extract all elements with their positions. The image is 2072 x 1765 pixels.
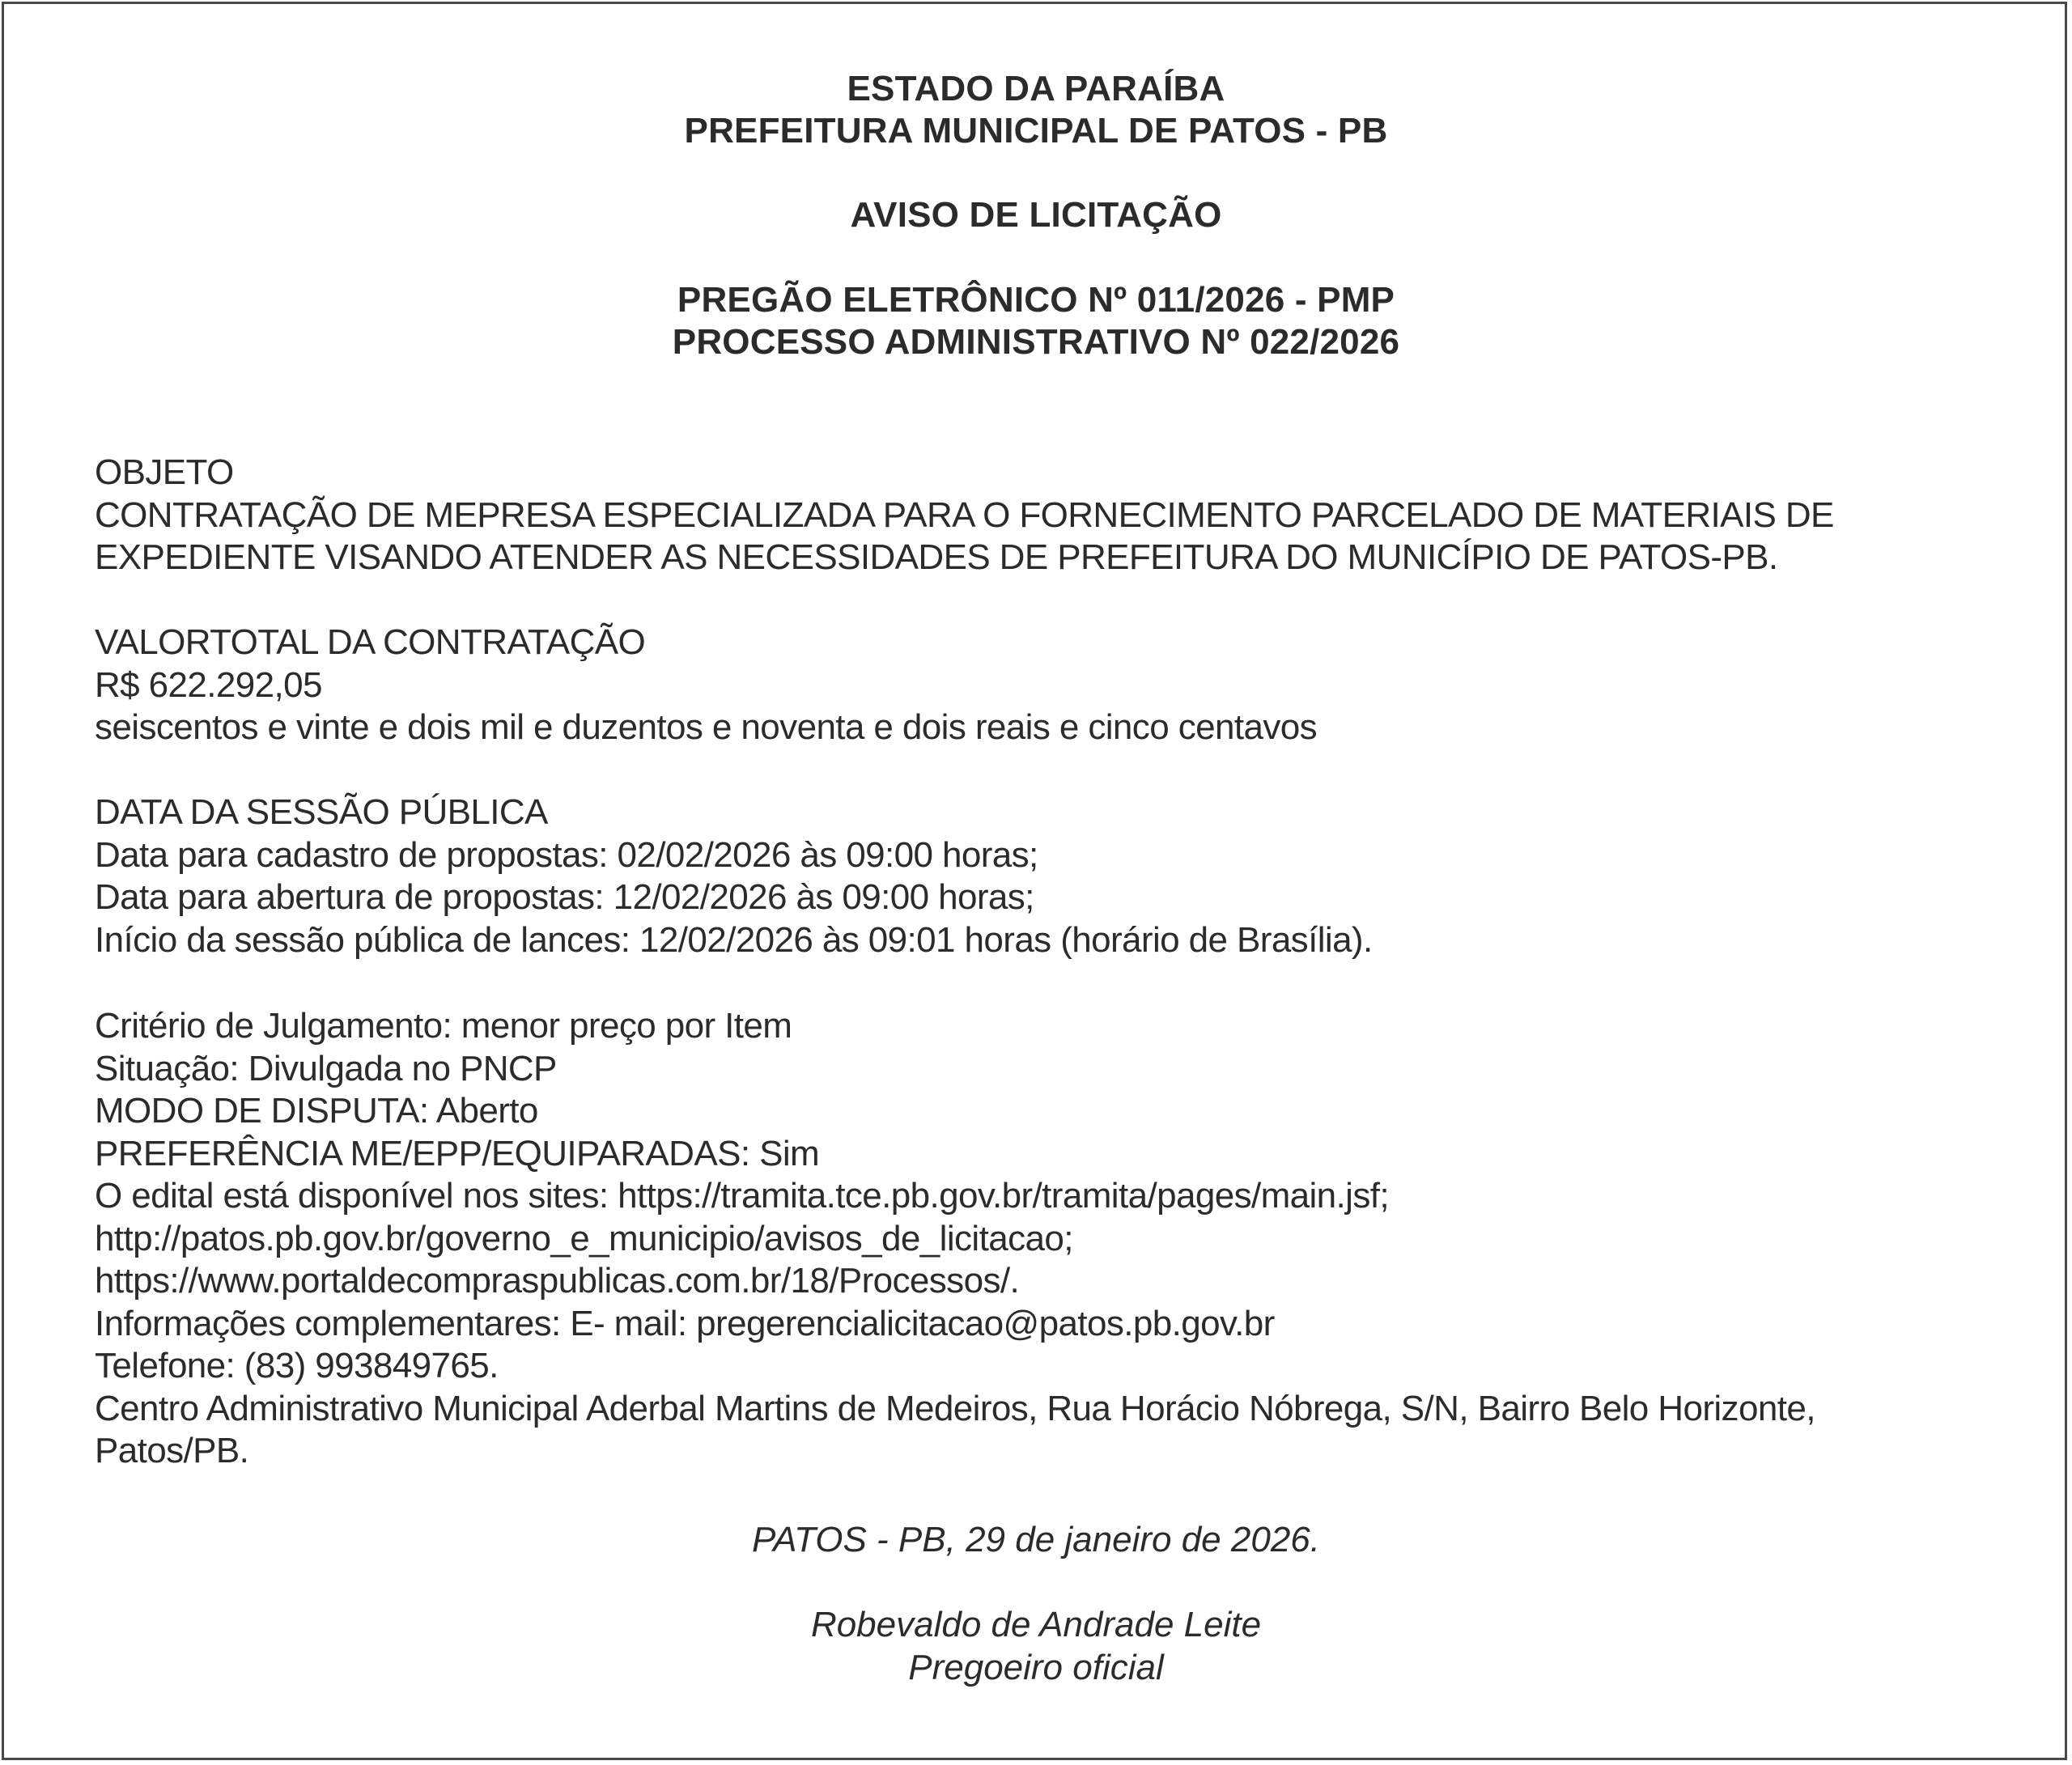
pregao-number: PREGÃO ELETRÔNICO Nº 011/2026 - PMP — [677, 280, 1395, 320]
valor-section — [95, 622, 1989, 749]
signature-block — [0, 1603, 2072, 1689]
site-portal-compras: https://www.portaldecompraspublicas.com.br/18/Processos/. — [95, 1261, 1020, 1300]
objeto-line-2: EXPEDIENTE VISANDO ATENDER AS NECESSIDADES DE PREFEITURA DO MUNICÍPIO DE PATOS-PB. — [95, 537, 1778, 577]
endereco-line-1: Centro Administrativo Municipal Aderbal Martins de Medeiros, Rua Horácio Nóbrega, S/N, Bairro Belo Horizonte, — [95, 1388, 1815, 1428]
valor-label: VALORTOTAL DA CONTRATAÇÃO — [95, 622, 646, 662]
objeto-line-1: CONTRATAÇÃO DE MEPRESA ESPECIALIZADA PARA O FORNECIMENTO PARCELADO DE MATERIAIS DE — [95, 494, 1834, 535]
processo-number: PROCESSO ADMINISTRATIVO Nº 022/2026 — [672, 322, 1400, 362]
document-header — [0, 68, 2072, 152]
municipality-name: PREFEITURA MUNICIPAL DE PATOS - PB — [684, 111, 1388, 151]
valor-amount: R$ 622.292,05 — [95, 664, 322, 705]
telefone: Telefone: (83) 993849765. — [95, 1346, 499, 1385]
criterio-julgamento: Critério de Julgamento: menor preço por Item — [95, 1006, 792, 1046]
sessao-section — [95, 791, 1989, 961]
modo-disputa: MODO DE DISPUTA: Aberto — [95, 1091, 538, 1131]
signer-role: Pregoeiro oficial — [908, 1648, 1164, 1687]
notice-title-block — [0, 194, 2072, 236]
endereco-line-2: Patos/PB. — [95, 1431, 249, 1470]
edital-sites: O edital está disponível nos sites: https://tramita.tce.pb.gov.br/tramita/pages/main.jsf; — [95, 1176, 1390, 1216]
valor-words: seiscentos e vinte e dois mil e duzentos e noventa e dois reais e cinco centavos — [95, 707, 1318, 747]
sessao-cadastro: Data para cadastro de propostas: 02/02/2026 às 09:00 horas; — [95, 834, 1038, 875]
signer-name: Robevaldo de Andrade Leite — [810, 1605, 1262, 1644]
site-patos: http://patos.pb.gov.br/governo_e_municipio/avisos_de_licitacao; — [95, 1218, 1073, 1258]
sessao-inicio: Início da sessão pública de lances: 12/02/2026 às 09:01 horas (horário de Brasília). — [95, 919, 1373, 960]
details-section — [95, 1005, 1989, 1473]
informacoes-email: Informações complementares: E- mail: pregerencialicitacao@patos.pb.gov.br — [95, 1303, 1275, 1343]
objeto-section — [95, 452, 1989, 579]
process-block — [0, 279, 2072, 363]
place-date-block — [0, 1518, 2072, 1561]
objeto-label: OBJETO — [95, 452, 234, 492]
notice-title: AVISO DE LICITAÇÃO — [850, 195, 1222, 235]
sessao-label: DATA DA SESSÃO PÚBLICA — [95, 792, 548, 832]
sessao-abertura: Data para abertura de propostas: 12/02/2026 às 09:00 horas; — [95, 877, 1034, 917]
state-name: ESTADO DA PARAÍBA — [847, 69, 1225, 108]
situacao: Situação: Divulgada no PNCP — [95, 1048, 557, 1088]
place-date: PATOS - PB, 29 de janeiro de 2026. — [752, 1520, 1320, 1559]
preferencia: PREFERÊNCIA ME/EPP/EQUIPARADAS: Sim — [95, 1133, 820, 1173]
